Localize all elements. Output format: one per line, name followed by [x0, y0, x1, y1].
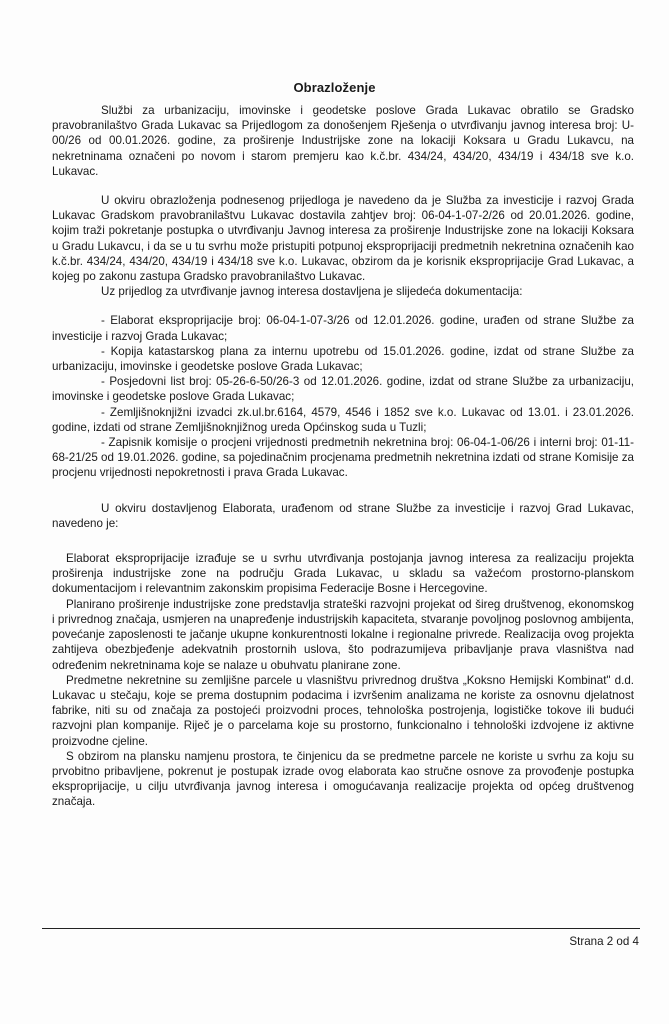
footer-divider [42, 928, 640, 929]
list-item: - Posjedovni list broj: 05-26-6-50/26-3 od 12.01.2026. godine, izdat od strane Službe za urbanizaciju, imovinske i geodetske poslove Grada Lukavac; [52, 375, 634, 404]
paragraph-subject-properties: Predmetne nekretnine su zemljišne parcele u vlasništvu privrednog društva „Koksno Hemijski Kombinat" d.d. Lukavac u stečaju, koje se prema dostupnim podacima i izvršenim analizama ne koriste za osnovnu djelatnost fabrike, niti su od značaja za postojeći proizvodni proces, tehnološka postrojenja, logističke tokove ili budući razvojni plan kompanije. Riječ je o parcelama koje su prostorno, funkcionalno i tehnološki izdvojene iz aktivne proizvodne cjeline. [52, 673, 634, 748]
documentation-list [52, 313, 634, 480]
paragraph-elaborate-purpose: Elaborat eksproprijacije izrađuje se u svrhu utvrđivanja postojanja javnog interesa za realizaciju projekta proširenja industrijske zone na području Grada Lukavac, u skladu sa važećom prostorno-planskom dokumentacijom i relevantnim zakonskim propisima Federacije Bosne i Hercegovine. [52, 552, 634, 596]
paragraph-request: Službi za urbanizaciju, imovinske i geodetske poslove Grada Lukavac obratilo se Gradsko pravobranilaštvo Grada Lukavac sa Prijedlogom za donošenjem Rješenja o utvrđivanju javnog interesa broj: U-00/26 od 00.01.2026. godine, za proširenje Industrijske zone na lokaciji Koksara u Gradu Lukavcu, na nekretninama označeni po novom i starom premjeru kao k.č.br. 434/24, 434/20, 434/19 i 434/18 sve k.o. Lukavac. [52, 104, 634, 178]
paragraph-planning-purpose: S obzirom na plansku namjenu prostora, te činjenicu da se predmetne parcele ne koriste u svrhu za koju su prvobitno pribavljene, pokrenut je postupak izrade ovog elaborata kao stručne osnove za provođenje postupka eksproprijacije, u cilju utvrđivanja javnog interesa i omogućavanja realizacije projekta od općeg društvenog značaja. [52, 749, 634, 809]
paragraph-documentation-intro: Uz prijedlog za utvrđivanje javnog interesa dostavljena je slijedeća dokumentacija: [101, 285, 523, 299]
list-item: - Elaborat eksproprijacije broj: 06-04-1-07-3/26 od 12.01.2026. godine, urađen od strane Službe za investicije i razvoj Grada Lukavac; [52, 314, 634, 343]
paragraph-planned-expansion: Planirano proširenje industrijske zone predstavlja strateški razvojni projekat od šireg društvenog, ekonomskog i privrednog značaja, usmjeren na unapređenje industrijskih kapaciteta, stvaranje povoljnog poslovnog ambijenta, povećanje zaposlenosti te jačanje ukupne konkurentnosti lokalne i regionalne privrede. Realizacija ovog projekta zahtijeva obezbjeđenje adekvatnih prostornih uslova, što podrazumijeva pribavljanje prava vlasništva nad određenim nekretninama koje se nalaze u obuhvatu planirane zone. [52, 597, 634, 672]
list-item: - Zemljišnoknjižni izvadci zk.ul.br.6164, 4579, 4546 i 1852 sve k.o. Lukavac od 13.01. i 23.01.2026. godine, izdati od strane Zemljišnoknjižnog ureda Općinskog suda u Tuzli; [52, 405, 634, 434]
list-item: - Kopija katastarskog plana za internu upotrebu od 15.01.2026. godine, izdat od strane Službe za urbanizaciju, imovinske i geodetske poslove Grada Lukavac; [52, 344, 634, 374]
paragraph-elaborate-intro: U okviru dostavljenog Elaborata, urađenom od strane Službe za investicije i razvoj Grad Lukavac, navedeno je: [52, 501, 634, 530]
document-body [52, 103, 634, 810]
document-title: Obrazloženje [293, 80, 376, 95]
paragraph-explanation: U okviru obrazloženja podnesenog prijedloga je navedeno da je Služba za investicije i razvoj Grada Lukavac Gradskom pravobranilaštvu Lukavac dostavila zahtjev broj: 06-04-1-07-2/26 od 20.01.2026. godine, kojim traži pokretanje postupka o utvrđivanju Javnog interesa za proširenje Industrijske zone na lokaciji Koksara u Gradu Lukavcu, i da se u tu svrhu može pristupiti potpunoj eksproprijaciji predmetnih nekretnina označenih kao k.č.br. 434/24, 434/20, 434/19 i 434/18 sve k.o. Lukavac, obzirom da je korisnik eksproprijacije Grad Lukavac, a kojeg po zakonu zastupa Gradsko pravobranilaštvo Lukavac. [52, 194, 634, 284]
page-number: Strana 2 od 4 [569, 935, 639, 948]
list-item: - Zapisnik komisije o procjeni vrijednosti predmetnih nekretnina broj: 06-04-1-06/26 i interni broj: 01-11-68-21/25 od 19.01.2026. godine, sa pojedinačnim procjenama predmetnih nekretnina izdati od strane Komisije za procjenu vrijednosti nepokretnosti i prava Grada Lukavac. [52, 436, 634, 480]
